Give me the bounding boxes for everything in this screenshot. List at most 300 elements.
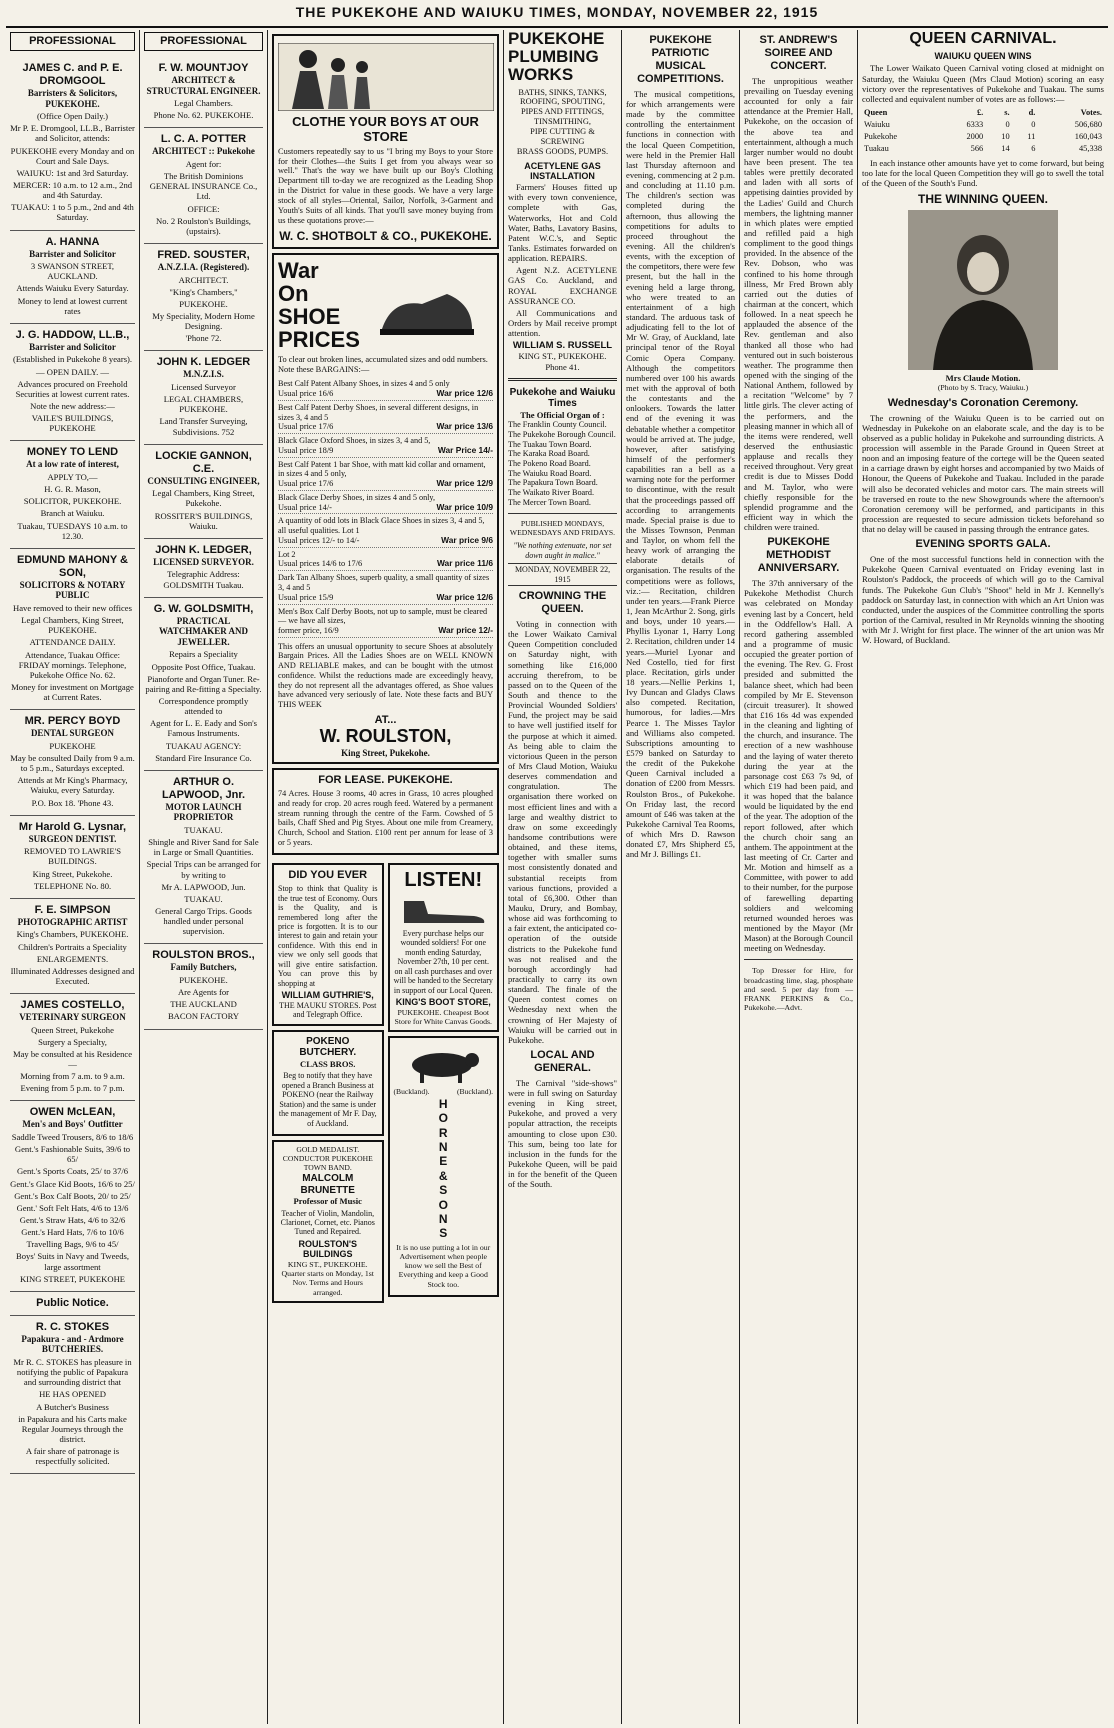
card-subtitle: ARCHITECT :: Pukekohe bbox=[152, 146, 255, 157]
card-subtitle: SURGEON DENTIST. bbox=[28, 833, 117, 844]
card-line: Legal Chambers, King Street, PUKEKOHE. bbox=[21, 615, 124, 636]
shoe-illustration bbox=[372, 259, 482, 349]
card-line: PUKEKOHE. bbox=[179, 975, 228, 986]
card-line: LEGAL CHAMBERS, PUKEKOHE. bbox=[163, 394, 244, 415]
top-dresser-advt: Top Dresser for Hire, for broadcasting lime, slag, phosphate and seed. 5 per day from — FRANK PERKINS & Co., Pukekohe.—Advt. bbox=[744, 966, 853, 1013]
votes-cell: 0 bbox=[1031, 119, 1036, 129]
card-line: HE HAS OPENED bbox=[39, 1389, 106, 1400]
card-line: Children's Portraits a Speciality bbox=[18, 941, 127, 952]
brunette-ad bbox=[272, 1140, 384, 1303]
shoe-price-item bbox=[278, 436, 493, 458]
card-subtitle: Family Butchers, bbox=[170, 962, 237, 973]
card-line: Tuakau, TUESDAYS 10 a.m. to 12.30. bbox=[17, 520, 128, 541]
listen-firm: KING'S BOOT STORE, bbox=[395, 996, 491, 1007]
official-organ-item: The Papakura Town Board. bbox=[508, 478, 598, 488]
card-list bbox=[144, 57, 263, 1030]
shoe-war-price: War price 12/- bbox=[438, 624, 493, 635]
professional-card bbox=[10, 549, 135, 710]
votes-cell: 2000 bbox=[966, 131, 984, 141]
plumbing-service-line: PIPES AND FITTINGS, bbox=[520, 107, 605, 117]
card-line: ROSSITER'S BUILDINGS, Waiuku. bbox=[154, 510, 253, 531]
brunette-firm-sub: KING ST., PUKEKOHE. Quarter starts on Monday, 1st Nov. Terms and Hours arranged. bbox=[281, 1260, 374, 1297]
shoe-ad-intro: To clear out broken lines, accumulated sizes and odd numbers. Note these BARGAINS:— bbox=[278, 355, 488, 375]
competitions-title: PUKEKOHE PATRIOTIC MUSICAL COMPETITIONS. bbox=[637, 34, 724, 85]
local-general-title: LOCAL AND GENERAL. bbox=[530, 1048, 595, 1074]
carnival-subtitle: WAIUKU QUEEN WINS bbox=[934, 50, 1032, 61]
plumbing-service-line: BATHS, SINKS, TANKS, bbox=[518, 87, 607, 97]
card-line: Licensed Surveyor bbox=[171, 382, 236, 392]
shoe-price-item bbox=[278, 493, 493, 515]
photo-caption: Mrs Claude Motion. bbox=[945, 373, 1021, 384]
shoe-headline-word: PRICES bbox=[278, 327, 360, 353]
card-name: JAMES COSTELLO, bbox=[20, 999, 125, 1012]
shoe-item-prices bbox=[278, 559, 493, 569]
card-line: TUAKAU. bbox=[184, 893, 223, 904]
horne-letter: S bbox=[439, 1183, 448, 1198]
horne-letter: E bbox=[439, 1154, 448, 1169]
brunette-title: MALCOLM BRUNETTE bbox=[300, 1172, 355, 1196]
boys-clothing-illustration bbox=[278, 43, 494, 111]
horne-letter: & bbox=[438, 1168, 448, 1183]
card-subtitle: PHOTOGRAPHIC ARTIST bbox=[17, 916, 128, 927]
card-name: JOHN K. LEDGER bbox=[156, 356, 251, 369]
shoe-price-item bbox=[278, 460, 493, 491]
card-line: Phone No. 62. PUKEKOHE. bbox=[153, 110, 254, 121]
card-name: MR. PERCY BOYD bbox=[24, 715, 121, 728]
professional-card bbox=[10, 57, 135, 231]
card-line: MERCER: 10 a.m. to 12 a.m., 2nd and 4th Saturday. bbox=[12, 179, 133, 201]
shoe-item-description: Lot 2 bbox=[278, 549, 296, 559]
bull-illustration bbox=[398, 1045, 488, 1085]
crowning-body: Voting in connection with the Lower Waikato Carnival Queen Competition concluded on Saturday night, with something like £16,000 accruing therefrom, to be passed on to the Queen of the South and thence to the Provincial Wounded Soldiers' Fund, the project may be said to have well justified itself for the purpose at which it aimed. As being able to claim the victorious Queen in the person of Mrs Claud Motion, Waiuku deserves commendation and congratulation. The organisation there worked on most efficient lines and with a large and wealthy district to draw on some exceedingly handsome contributions were obtained, and these items, together with smaller sums most consistently donated and substantial receipts from various functions, provided a total of £6,300. Other than Mauku, Drury, and Bombay, whose aid was forthcoming to a fair extent, the anticipated co-operation of the outside districts to the Pukekohe fund was not realised and the borough accordingly had practically to carry its own standard. The finale of the Queen contest comes on Wednesday next when the crowning of Her Majesty of Waiuku will be carried out in Pukekohe. bbox=[508, 619, 617, 1045]
card-subtitle: Barrister and Solicitor bbox=[29, 248, 116, 259]
card-line: Special Trips can be arranged for by writing to bbox=[146, 859, 261, 880]
card-line: General Cargo Trips. Goods handled under personal supervision. bbox=[155, 906, 252, 937]
card-subtitle: Papakura - and - Ardmore BUTCHERIES. bbox=[21, 1333, 124, 1355]
card-name: Public Notice. bbox=[36, 1296, 109, 1309]
card-line: Evening from 5 p.m. to 7 p.m. bbox=[20, 1083, 125, 1094]
column-plumbing-times bbox=[504, 30, 622, 1724]
card-line: PUKEKOHE every Monday and on Court and Sale Days. bbox=[10, 145, 135, 166]
communications-note: All Communications and Orders by Mail receive prompt attention. bbox=[508, 307, 617, 339]
professional-card bbox=[10, 816, 135, 899]
votes-cell: 566 bbox=[970, 143, 984, 153]
methodist-title: PUKEKOHE METHODIST ANNIVERSARY. bbox=[757, 536, 840, 575]
card-line: VAILE'S BUILDINGS, PUKEKOHE bbox=[31, 413, 114, 434]
card-line: May be consulted at his Residence— bbox=[12, 1048, 133, 1070]
sports-gala-body: One of the most successful functions held in connection with the Pukekohe Queen Carnival eventuated on Friday evening last in Roulston's Paddock, the proceeds of which will go to the Carnival funds. The Pukekohe Gun Club's "Shoot" held in Mr J. Kennelly's paddock on Saturday last, in connection with which an Art Union was conducted, under the auspices of the Committee controlling the sports portion of the Carnival, resulted in Mr Reynolds winning the shooting with Mr J. Wright for first place. The winner of the art union was Mr W. Howard, of Buckland. bbox=[862, 554, 1104, 646]
pokeno-body: Beg to notify that they have opened a Branch Business at POKENO (near the Railway Station) and the same is under the management of Mr F. Day, of Auckland. bbox=[278, 1071, 377, 1128]
card-name: FRED. SOUSTER, bbox=[157, 249, 250, 261]
card-line: Telegraphic Address: GOLDSMITH Tuakau. bbox=[163, 569, 244, 590]
horne-right-note: (Buckland). bbox=[456, 1086, 493, 1096]
did-you-ever-ad bbox=[272, 863, 384, 1025]
votes-cell: 11 bbox=[1027, 131, 1036, 141]
pokeno-title: POKENO BUTCHERY. bbox=[299, 1035, 357, 1059]
official-organ-item: The Waikato River Board. bbox=[508, 488, 595, 498]
card-line: Mr R. C. STOKES has pleasure in notifying the public of Papakura and surrounding district that bbox=[13, 1357, 132, 1388]
clothes-ad-firm: W. C. SHOTBOLT & CO., PUKEKOHE. bbox=[279, 228, 492, 243]
card-line: Have removed to their new offices bbox=[13, 602, 132, 613]
carnival-intro: The Lower Waikato Queen Carnival voting closed at midnight on Saturday, the Waiuku Queen (Mrs Claud Motion) scoring an easy victory over the representatives of Pukekohe and Tuakau. The sums collected and equivalent number of votes are as follows:— bbox=[862, 63, 1104, 104]
shoe-war-price: War price 13/6 bbox=[436, 421, 493, 432]
pokeno-sub: CLASS BROS. bbox=[300, 1059, 356, 1070]
card-line: Travelling Bags, 9/6 to 45/ bbox=[26, 1239, 119, 1250]
shoe-item-description: Dark Tan Albany Shoes, superb quality, a small quantity of sizes 3, 4 and 5 bbox=[278, 573, 490, 592]
horne-letter: N bbox=[438, 1140, 448, 1155]
winning-queen-title: THE WINNING QUEEN. bbox=[917, 192, 1048, 207]
card-subtitle: A.N.Z.I.A. (Registered). bbox=[157, 261, 250, 272]
shoe-usual-price: Usual price 17/6 bbox=[278, 479, 334, 488]
shoe-usual-price: Usual price 17/6 bbox=[278, 422, 334, 432]
card-line: Saddle Tweed Trousers, 8/6 to 18/6 bbox=[11, 1132, 134, 1143]
brunette-sub: Professor of Music bbox=[293, 1196, 362, 1207]
card-line: Standard Fire Insurance Co. bbox=[155, 752, 252, 763]
soiree-body: The unpropitious weather prevailing on Tuesday evening accounted for only a fair attendance at the Premier Hall, Pukekohe, on the occasion of the above tea and entertainment, although a much larger number would no doubt have been present. The tea tables were prettily decorated and laden with all sorts of appetising dainties provided by the Ladies' Guild and Church members, the lightning manner in which plates were emptied and refilled paid a high compliment to the good things provided. In the absence of the Rev. Dobson, who was confined to his home through illness, Mr Fred Brown ably carried out the duties of chairman at the concert, which followed. In a neat speech he applauded the absence of the Rev. gentleman and also thanked all those who had ventured out in such boisterous weather. The programme then opened with the singing of the National Anthem, followed by a recitation "Welcome" by 7 little girls. The clever acting of the performers, and the pleasing manner in which all of the items were rendered, well deserved the enthusiastic applause and recalls they received throughout. Very great credit is due to Misses Dodd and M. Taylor, who were chiefly responsible for the splendid programme and the efficient way in which the children were trained. bbox=[744, 75, 853, 533]
professional-card bbox=[144, 944, 263, 1029]
votes-row bbox=[862, 143, 1104, 155]
card-line: Correspondence promptly attended to bbox=[158, 696, 249, 717]
professional-card bbox=[144, 445, 263, 539]
card-line: (Established in Pukekohe 8 years). bbox=[12, 354, 133, 365]
shoe-ad-at: AT... bbox=[374, 713, 397, 726]
card-line: KING STREET, PUKEKOHE bbox=[19, 1273, 126, 1284]
card-name: F. E. SIMPSON bbox=[34, 903, 111, 916]
card-line: Surgery a Specialty, bbox=[38, 1036, 107, 1047]
votes-cell: 0 bbox=[1005, 119, 1010, 129]
card-line: REMOVED TO LAWRIE'S BUILDINGS. bbox=[24, 846, 121, 867]
shoe-usual-price: Usual prices 14/6 to 17/6 bbox=[278, 559, 363, 569]
shoe-war-price: War Price 14/- bbox=[437, 444, 493, 455]
votes-header-cell: Votes. bbox=[1080, 108, 1102, 118]
column-professional-2 bbox=[140, 30, 268, 1724]
card-line: Advances procured on Freehold Securities at lowest current rates. bbox=[15, 378, 130, 399]
carnival-title: QUEEN CARNIVAL. bbox=[909, 30, 1057, 47]
card-line: APPLY TO,— bbox=[47, 471, 98, 482]
card-line: TUAKAU AGENCY: bbox=[165, 740, 242, 751]
lease-body: 74 Acres. House 3 rooms, 40 acres in Grass, 10 acres ploughed and ready for crop. 20 acres rough feed. Watered by a permanent stream running through the centre of the Farm. Cowshed of 5 bails, Chaff Shed and Pig Styes. About one mile from Creamery, Church, School and Station. £100 rent per annum for lease of 3 or 5 years. bbox=[278, 789, 493, 847]
sports-gala-title: EVENING SPORTS GALA. bbox=[915, 538, 1051, 551]
card-subtitle: ARCHITECT & STRUCTURAL ENGINEER. bbox=[146, 74, 261, 96]
brunette-firm: ROULSTON'S BUILDINGS bbox=[298, 1238, 357, 1260]
votes-cell: Pukekohe bbox=[864, 131, 898, 141]
card-line: Opposite Post Office, Tuakau. bbox=[151, 661, 256, 672]
shoe-war-price: War price 12/6 bbox=[436, 387, 493, 398]
methodist-body: The 37th anniversary of the Pukekohe Methodist Church was celebrated on Monday evening last by a Concert, held in the Oddfellow's Hall. A record gathering assembled and a programme of music occupied the greater portion of the evening. The Rev. G. Frost presided and submitted the balance sheet, which had been compiled by Mr E. Stevenson (circuit treasurer). It showed that £16 16s 4d was expended in the cleaning and lighting of the church, and insurance. The erection of a new washhouse and the laying of water thereto during the year at the parsonage cost £63 7s 9d, of which £19 had been paid, and it was hoped that the balance would be liquidated by the end of the year. The adoption of the report followed, after which the church choir sang an anthem. The appointment at the last meeting of Cr. Carter and Mr. Motion and himself as a Committee, with power to add to their number, for the purpose of farewelling departing soldiers and welcoming returned wounded heroes was mentioned by the Mayor (Mr Mason) at the Borough Council meeting on Wednesday. bbox=[744, 578, 853, 954]
card-line: H. G. R. Mason, bbox=[44, 484, 101, 495]
photo-credit: (Photo by S. Tracy, Waiuku.) bbox=[937, 383, 1029, 393]
card-name: F. W. MOUNTJOY bbox=[158, 61, 249, 74]
coronation-title: Wednesday's Coronation Ceremony. bbox=[887, 396, 1079, 409]
card-line: Mr P. E. Dromgool, LL.B., Barrister and Solicitor, attends: bbox=[10, 123, 135, 144]
local-general-body: The Carnival "side-shows" were in full swing on Saturday evening in King street, Pukekohe, and proved a very popular attraction, the receipts amounting to close upon £30. This sum, being too late for inclusion in the funds for the Pukekohe Queen, will be paid in for the benefit of the Queen of the South. bbox=[508, 1077, 617, 1190]
professional-card bbox=[10, 324, 135, 442]
card-line: Morning from 7 a.m. to 9 a.m. bbox=[20, 1071, 125, 1082]
shoe-price-item bbox=[278, 516, 493, 547]
official-organ-item: The Waiuku Road Board. bbox=[508, 468, 592, 478]
shoe-usual-price: Usual price 16/6 bbox=[278, 388, 334, 398]
card-line: OFFICE: bbox=[187, 203, 220, 214]
card-list bbox=[10, 57, 135, 1474]
professional-card bbox=[10, 1316, 135, 1475]
shoe-price-item bbox=[278, 573, 493, 604]
card-line: Gent.'s Box Calf Boots, 20/ to 25/ bbox=[14, 1190, 131, 1201]
card-subtitle: M.N.Z.I.S. bbox=[183, 369, 224, 380]
shoe-item-description: Men's Box Calf Derby Boots, not up to sample, must be cleared — we have all sizes, bbox=[278, 606, 488, 626]
shoe-item-description: Black Glace Derby Shoes, in sizes 4 and 5 only, bbox=[278, 492, 436, 502]
card-line: PUKEKOHE. bbox=[179, 298, 228, 309]
card-name: OWEN McLEAN, bbox=[29, 1106, 116, 1119]
clothes-ad bbox=[272, 34, 499, 249]
shoe-price-item bbox=[278, 379, 493, 401]
card-line: Attends at Mr King's Pharmacy, Waiuku, every Saturday. bbox=[17, 775, 128, 796]
horne-letter: R bbox=[438, 1125, 448, 1140]
card-line: Attendance, Tuakau Office: FRIDAY mornings. Telephone, Pukekohe Office No. 62. bbox=[18, 649, 127, 680]
card-line: 'Phone 72. bbox=[185, 333, 222, 344]
horne-letter: O bbox=[438, 1111, 448, 1126]
queen-portrait-photo bbox=[908, 210, 1058, 370]
professional-card bbox=[10, 1292, 135, 1316]
card-name: EDMUND MAHONY & SON, bbox=[16, 553, 129, 579]
clothes-ad-headline: CLOTHE YOUR BOYS AT OUR STORE bbox=[292, 114, 479, 145]
card-line: King's Chambers, PUKEKOHE. bbox=[16, 929, 129, 940]
card-line: Repairs a Speciality bbox=[169, 649, 238, 660]
card-line: P.O. Box 18. 'Phone 43. bbox=[31, 797, 114, 808]
published-note: PUBLISHED MONDAYS, WEDNESDAYS AND FRIDAYS. bbox=[509, 519, 616, 538]
card-line: Pianoforte and Organ Tuner. Re-pairing and Re-fitting a Specialty. bbox=[145, 673, 262, 694]
card-subtitle: VETERINARY SURGEON bbox=[19, 1012, 126, 1023]
times-sub: The Official Organ of : bbox=[520, 410, 605, 421]
boot-illustration bbox=[394, 896, 494, 926]
listen-ad bbox=[388, 863, 500, 1032]
votes-header-cell: £. bbox=[976, 108, 984, 118]
votes-cell: 45,338 bbox=[1078, 143, 1102, 153]
shoe-item-prices bbox=[278, 593, 493, 603]
crowning-title: CROWNING THE QUEEN. bbox=[518, 590, 607, 616]
card-line: May be consulted Daily from 9 a.m. to 5 p.m., Saturdays excepted. bbox=[10, 752, 135, 774]
card-subtitle: At a low rate of interest, bbox=[26, 459, 119, 470]
votes-cell: Waiuku bbox=[864, 119, 890, 129]
card-line: ENLARGEMENTS. bbox=[36, 953, 109, 964]
card-line: Land Transfer Surveying, Subdivisions. 752 bbox=[159, 416, 248, 437]
shoe-usual-price: Usual prices 12/- to 14/- bbox=[278, 535, 360, 545]
votes-cell: 6333 bbox=[966, 119, 984, 129]
professional-card bbox=[144, 244, 263, 351]
votes-row bbox=[862, 119, 1104, 131]
card-name: JOHN K. LEDGER, bbox=[155, 543, 252, 556]
pokeno-butchery-ad bbox=[272, 1030, 384, 1136]
votes-cell: 160,043 bbox=[1074, 131, 1102, 141]
shoe-item-description: A quantity of odd lots in Black Glace Shoes in sizes 3, 4 and 5, all useful qualities. Lot 1 bbox=[278, 516, 485, 536]
card-line: Money to lend at lowest current rates bbox=[17, 295, 128, 316]
card-line: TELEPHONE No. 80. bbox=[33, 880, 112, 891]
horne-letter: O bbox=[438, 1197, 448, 1212]
shoe-price-list bbox=[278, 379, 493, 638]
shoe-war-price: War price 12/9 bbox=[436, 478, 493, 488]
card-line: PUKEKOHE bbox=[49, 740, 96, 751]
card-line: Are Agents for bbox=[177, 987, 230, 998]
masthead: THE PUKEKOHE AND WAIUKU TIMES, MONDAY, NOVEMBER 22, 1915 bbox=[6, 4, 1108, 28]
card-line: Legal Chambers. bbox=[174, 98, 233, 109]
column-advertisements bbox=[268, 30, 504, 1724]
votes-cell: 10 bbox=[1001, 131, 1010, 141]
card-line: The British Dominions GENERAL INSURANCE Co., Ltd. bbox=[149, 171, 258, 202]
votes-cell: 6 bbox=[1031, 143, 1036, 153]
did-you-ever-firm-sub: THE MAUKU STORES. Post and Telegraph Office. bbox=[279, 1000, 377, 1020]
horne-letter: N bbox=[438, 1212, 448, 1227]
card-line: Gent.' Soft Felt Hats, 4/6 to 13/6 bbox=[16, 1202, 129, 1213]
official-organ-item: The Pukekohe Borough Council. bbox=[508, 430, 616, 440]
card-line: in Papakura and his Carts make Regular Journeys through the district. bbox=[18, 1413, 127, 1445]
competitions-body: The musical competitions, for which arrangements were made by the committee controlling the entertainment functions in connection with the local Queen Competition, were held in the Premier Hall last Thursday afternoon and evening, commencing at 2 p.m. and concluding at 11.10 p.m. The children's section was completed during the afternoon, thus allowing the competitions for adults to proceed throughout the evening. All the children's events, with the exception of the competitors, there were few present, but the hall in the evening held a large throng, who were treated to an entertainment of a high standard. The arduous task of adjudicating fell to the lot of Mr W. Gray, of Auckland, late principal tenor of the Royal Comic Opera Company. Although the competitors numbered over 100 his awards met with the approval of both the contestants and the onlookers. Towards the latter end of the evening it was debatable whether a competitor would be arrived at. The judge, however, after satisfying himself of the performer's capabilities ran a bell as a warning note for the performer to discontinue, with the result that the proceedings passed off according to arrangements made. Special praise is due to the Misses Townson, Penman and Taylor, on whom fell the heavy work of arranging the elaborate details of organisation. The results of the competitions were as follows, viz.:— Recitation, children under ten years.—Frank Pierce 1, Jean McArthur 2. Song, girls and boys, under 10 years.—Phyllis Lyonar 1, Harry Long 2. Recitation, children under 14 years.—Muriel Lyonar and Ned Costello, tied for first place. Recitation, girls under 18 years.—Nellie Perkins 1, Ivy Duncan and Gladys Claws also competed. Recitation, humorous, for ladies.—Mrs Pearce 1. The Misses Taylor and Williams also competed. Subscriptions amounting to £579 banked on Saturday to the credit of the Pukekohe Queen Carnival included a donation of £200 from Messrs. Roulston Bros., of Pukekohe. On Friday last, the record amount of £46 was taken at the Pukekohe Carnival Tea Rooms, of which Mrs D. Rawson donated £7, Mrs Shipherd £5, and Mr J. Billings £1. bbox=[626, 88, 735, 860]
shoe-headline-word: War bbox=[278, 258, 319, 284]
shoe-war-price: War price 9/6 bbox=[441, 534, 493, 545]
professional-card bbox=[10, 994, 135, 1101]
votes-header-cell: s. bbox=[1004, 108, 1010, 118]
card-line: Gent.'s Straw Hats, 4/6 to 32/6 bbox=[19, 1215, 126, 1226]
listen-body: Every purchase helps our wounded soldiers! For one month ending Saturday, November 27th, 10 per cent. on all cash purchases and over will be handed to the Secretary in support of our Local Queen. bbox=[393, 928, 493, 995]
card-line: Shingle and River Sand for Sale in Large or Small Quantities. bbox=[148, 837, 259, 858]
professional-card bbox=[10, 441, 135, 548]
did-you-ever-title: DID YOU EVER bbox=[288, 869, 368, 882]
card-line: Legal Chambers, King Street, Pukekohe. bbox=[152, 488, 255, 509]
shoe-item-prices bbox=[278, 389, 493, 399]
card-name: J. G. HADDOW, LL.B., bbox=[15, 328, 130, 341]
card-line: THE AUCKLAND bbox=[170, 999, 237, 1010]
shoe-item-prices bbox=[278, 422, 493, 432]
listen-title: LISTEN! bbox=[404, 869, 483, 892]
acetylene-body: Farmers' Houses fitted up with every town convenience, complete with Gas, Waterworks, Hot and Cold Water, Baths, Lavatory Basins, Patent W.C.'s, and Septic Tanks. Estimates forwarded on application. REPAIRS. bbox=[508, 182, 617, 264]
card-line: TUAKAU. bbox=[184, 825, 223, 836]
card-line: TUAKAU: 1 to 5 p.m., 2nd and 4th Saturday. bbox=[11, 202, 134, 223]
shoe-prices-ad bbox=[272, 253, 499, 764]
shoe-price-item bbox=[278, 403, 493, 434]
official-organ-item: The Pokeno Road Board. bbox=[508, 459, 591, 469]
official-organ-item: The Franklin County Council. bbox=[508, 420, 607, 430]
official-organ-item: The Tuakau Town Board. bbox=[508, 439, 592, 449]
card-line: — OPEN DAILY. — bbox=[36, 366, 109, 377]
shoe-usual-price: Usual price 15/9 bbox=[278, 592, 334, 602]
shoe-headline-word: SHOE bbox=[278, 304, 341, 330]
lease-title: FOR LEASE. PUKEKOHE. bbox=[318, 774, 453, 787]
dateline: MONDAY, NOVEMBER 22, 1915 bbox=[508, 563, 617, 586]
card-line: WAIUKU: 1st and 3rd Saturday. bbox=[16, 167, 129, 178]
column-professional-1 bbox=[6, 30, 140, 1724]
votes-cell: Tuakau bbox=[864, 143, 889, 153]
shoe-item-description: Black Glace Oxford Shoes, in sizes 3, 4 and 5, bbox=[278, 436, 431, 446]
shoe-item-description: Best Calf Patent Derby Shoes, in several different designs, in sizes 3, 4 and 5 bbox=[278, 402, 479, 422]
card-line: Gent.'s Hard Hats, 7/6 to 10/6 bbox=[21, 1227, 124, 1238]
card-line: 3 SWANSON STREET, AUCKLAND. bbox=[30, 261, 115, 282]
agent-note: Agent N.Z. ACETYLENE GAS Co. Auckland, and ROYAL EXCHANGE ASSURANCE CO. bbox=[508, 265, 617, 306]
votes-cell: 14 bbox=[1001, 143, 1010, 153]
card-name: MONEY TO LEND bbox=[26, 446, 119, 459]
plumbing-service-line: BRASS GOODS, PUMPS. bbox=[516, 146, 609, 156]
card-line: Agent for L. E. Eady and Son's Famous Instruments. bbox=[149, 718, 258, 739]
card-name: JAMES C. and P. E. DROMGOOL bbox=[22, 61, 123, 87]
column-musical-competitions bbox=[622, 30, 740, 1724]
card-name: Mr Harold G. Lysnar, bbox=[18, 820, 127, 833]
card-subtitle: LICENSED SURVEYOR. bbox=[153, 556, 254, 567]
listen-firm-sub: PUKEKOHE. Cheapest Boot Store for White Canvas Goods. bbox=[394, 1007, 493, 1026]
shoe-item-prices bbox=[278, 626, 493, 636]
card-subtitle: Barristers & Solicitors, PUKEKOHE. bbox=[27, 87, 118, 109]
horne-letters bbox=[394, 1097, 494, 1241]
horne-left-note: (Buckland). bbox=[393, 1086, 430, 1096]
card-name: A. HANNA bbox=[45, 235, 100, 248]
card-name: LOCKIE GANNON, C.E. bbox=[155, 449, 252, 475]
plumbing-service-line: ROOFING, SPOUTING, bbox=[520, 97, 605, 107]
horne-and-sons-ad bbox=[388, 1036, 500, 1297]
plumbing-services bbox=[508, 88, 617, 157]
professional-card bbox=[144, 539, 263, 598]
professional-card bbox=[10, 1101, 135, 1291]
card-line: Agent for: bbox=[185, 159, 222, 170]
card-line: Illuminated Addresses designed and Executed. bbox=[10, 965, 135, 986]
brunette-pre: GOLD MEDALIST. CONDUCTOR PUKEKOHE TOWN BAND. bbox=[282, 1144, 373, 1172]
votes-header-row bbox=[862, 107, 1104, 119]
shoe-item-prices bbox=[278, 503, 493, 513]
column-soiree bbox=[740, 30, 858, 1724]
card-subtitle: PRACTICAL WATCHMAKER AND JEWELLER. bbox=[158, 615, 249, 647]
times-motto: "We nothing extenuate, nor set down aught in malice." bbox=[513, 541, 612, 560]
card-subtitle: CONSULTING ENGINEER, bbox=[147, 475, 260, 486]
plumbing-service-line: TINSMITHING, bbox=[534, 117, 591, 127]
shoe-price-item bbox=[278, 550, 493, 572]
official-organ-item: The Karaka Road Board. bbox=[508, 449, 590, 459]
shoe-war-price: War price 10/9 bbox=[436, 501, 493, 512]
card-line: Gent.'s Fashionable Suits, 39/6 to 65/ bbox=[14, 1144, 131, 1165]
card-line: Boys' Suits in Navy and Tweeds, large assortment bbox=[16, 1251, 129, 1272]
card-subtitle: DENTAL SURGEON bbox=[30, 728, 115, 739]
shoe-price-item bbox=[278, 607, 493, 638]
votes-cell: 506,680 bbox=[1074, 119, 1102, 129]
coronation-body: The crowning of the Waiuku Queen is to be carried out on Wednesday in Pukekohe on an elaborate scale, and the day is to be observed as a public holiday in Pukekohe and surrounding districts. A procession will assemble in the Parade Ground in Queen Street at noon and an imposing feature of the cortege will be the Queen seated in a carriage drawn by eight horses and accompanied by two Maids of Honour, the Queens of Pukekohe and Tuakau. Included in the parade will also be decorated vehicles and motor cars. The main streets will be traversed en route to the new Showgrounds where the afternoon's Coronation ceremony will be performed, and participants in this procession are requested to secure admission tickets beforehand so that no delay will be caused in passing through the entrance gates. bbox=[862, 412, 1104, 535]
card-line: BACON FACTORY bbox=[167, 1011, 240, 1022]
shoe-ad-firm: W. ROULSTON, bbox=[319, 726, 452, 747]
card-line: Gent.'s Sports Coats, 25/ to 37/6 bbox=[16, 1166, 129, 1177]
votes-body bbox=[862, 119, 1104, 155]
professional-card bbox=[10, 710, 135, 815]
card-subtitle: Men's and Boys' Outfitter bbox=[22, 1119, 123, 1130]
card-line: Mr A. LAPWOOD, Jun. bbox=[161, 881, 246, 892]
card-line: (Office Open Daily.) bbox=[36, 111, 109, 122]
did-you-ever-body: Stop to think that Quality is the true test of Economy. Ours is the Quality, and is remembered long after the price is forgotten. It is to our interest to gain and retain your confidence. With this end in view we only sell goods that will give entire satisfaction. You can prove this by shopping at bbox=[278, 884, 378, 988]
shoe-usual-price: Usual price 18/9 bbox=[278, 445, 334, 455]
card-name: G. W. GOLDSMITH, bbox=[153, 602, 254, 615]
votes-table bbox=[862, 107, 1104, 155]
card-line: Attends Waiuku Every Saturday. bbox=[16, 283, 129, 294]
shoe-item-description: Best Calf Patent Albany Shoes, in sizes 4 and 5 only bbox=[278, 379, 450, 389]
card-subtitle: MOTOR LAUNCH PROPRIETOR bbox=[165, 801, 242, 823]
clothes-ad-body: Customers repeatedly say to us "I bring my Boys to your Store for their Clothes—the Suits I get from you always wear so well." That's the way we have built up our Boy's Clothing Department till to-day we are recognized as the Leading Shop in the District for value in these goods. We have a very large stock of all styles—Oriental, Sailor, Norfolk, 3-Garment and Youth's Suits of all kinds. That you'll save money buying from us these quotations prove:— bbox=[278, 146, 493, 225]
did-you-ever-firm: WILLIAM GUTHRIE'S, bbox=[281, 990, 374, 1001]
card-line: A fair share of patronage is respectfully solicited. bbox=[25, 1446, 120, 1467]
acetylene-title: ACETYLENE GAS INSTALLATION bbox=[524, 160, 601, 182]
card-name: ARTHUR O. LAPWOOD, Jnr. bbox=[161, 775, 246, 801]
shoe-ad-closing: This offers an unusual opportunity to secure Shoes at absolutely Bargain Prices. All the Ladies Shoes are on WELL KNOWN AND RELIABLE makes, and can be bought with the utmost confidence. Whilst the reductions made are exceedingly heavy, they do not represent all the advantages offered, as Shoe values have advanced very seriously of late. Note these facts and BUY THIS WEEK bbox=[278, 641, 493, 709]
shoe-item-description: Best Calf Patent 1 bar Shoe, with matt kid collar and ornament, in sizes 4 and 5 only, bbox=[278, 459, 486, 479]
shoe-item-prices bbox=[278, 479, 493, 489]
card-line: A Butcher's Business bbox=[36, 1401, 109, 1412]
official-organ-list bbox=[508, 420, 617, 507]
brunette-body: Teacher of Violin, Mandolin, Clarionet, Cornet, etc. Pianos Tuned and Repaired. bbox=[280, 1208, 375, 1237]
official-organ-item: The Mercer Town Board. bbox=[508, 497, 591, 507]
card-line: Note the new address:— bbox=[30, 400, 115, 411]
card-line: No. 2 Roulston's Buildings, (upstairs). bbox=[156, 215, 251, 236]
shoe-item-prices bbox=[278, 536, 493, 546]
votes-row bbox=[862, 131, 1104, 143]
